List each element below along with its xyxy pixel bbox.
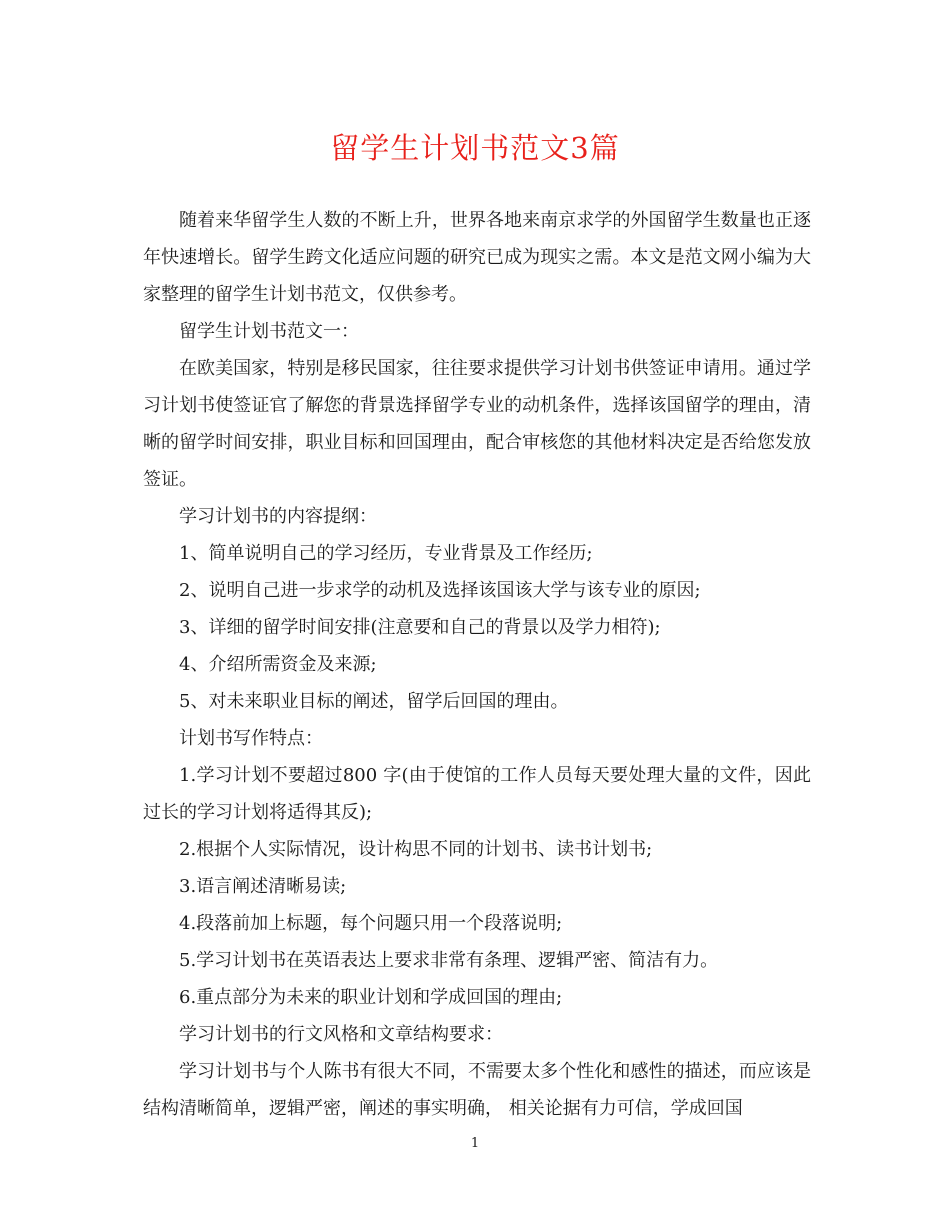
feature-item-3: 3.语言阐述清晰易读; [179, 876, 347, 897]
document-title: 留学生计划书范文3篇 [330, 131, 620, 165]
outline-item-1: 1、简单说明自己的学习经历，专业背景及工作经历; [179, 543, 593, 564]
page-number: 1 [470, 1136, 480, 1151]
outline-item-5: 5、对未来职业目标的阐述，留学后回国的理由。 [179, 691, 569, 712]
paragraph-sample-one-heading: 留学生计划书范文一： [179, 321, 359, 342]
feature-item-5: 5.学习计划书在英语表达上要求非常有条理、逻辑严密、简洁有力。 [179, 950, 719, 971]
feature-item-4: 4.段落前加上标题，每个问题只用一个段落说明; [179, 913, 563, 934]
outline-item-2: 2、说明自己进一步求学的动机及选择该国该大学与该专业的原因; [179, 580, 701, 601]
feature-item-1: 1.学习计划不要超过800 字(由于使馆的工作人员每天要处理大量的文件，因此过长的学习计划将适得其反); [143, 765, 811, 823]
paragraph-style-body: 学习计划书与个人陈书有很大不同，不需要太多个性化和感性的描述，而应该是结构清晰简单，逻辑严密，阐述的事实明确， 相关论据有力可信，学成回国 [143, 1061, 811, 1119]
paragraph-visa-purpose: 在欧美国家，特别是移民国家，往往要求提供学习计划书供签证申请用。通过学习计划书使签证官了解您的背景选择留学专业的动机条件，选择该国留学的理由，清晰的留学时间安排，职业目标和回国理由，配合审核您的其他材料决定是否给您发放签证。 [143, 358, 811, 490]
feature-item-6: 6.重点部分为未来的职业计划和学成回国的理由; [179, 987, 563, 1008]
paragraph-style-heading: 学习计划书的行文风格和文章结构要求： [179, 1024, 503, 1045]
document-body [143, 202, 811, 1127]
feature-item-2: 2.根据个人实际情况，设计构思不同的计划书、读书计划书; [179, 839, 653, 860]
paragraph-intro: 随着来华留学生人数的不断上升，世界各地来南京求学的外国留学生数量也正逐年快速增长。留学生跨文化适应问题的研究已成为现实之需。本文是范文网小编为大家整理的留学生计划书范文，仅供参考。 [143, 210, 811, 305]
paragraph-features-heading: 计划书写作特点： [179, 728, 323, 749]
outline-item-3: 3、详细的留学时间安排(注意要和自己的背景以及学力相符); [179, 617, 661, 638]
outline-item-4: 4、介绍所需资金及来源; [179, 654, 377, 675]
paragraph-outline-heading: 学习计划书的内容提纲： [179, 506, 377, 527]
